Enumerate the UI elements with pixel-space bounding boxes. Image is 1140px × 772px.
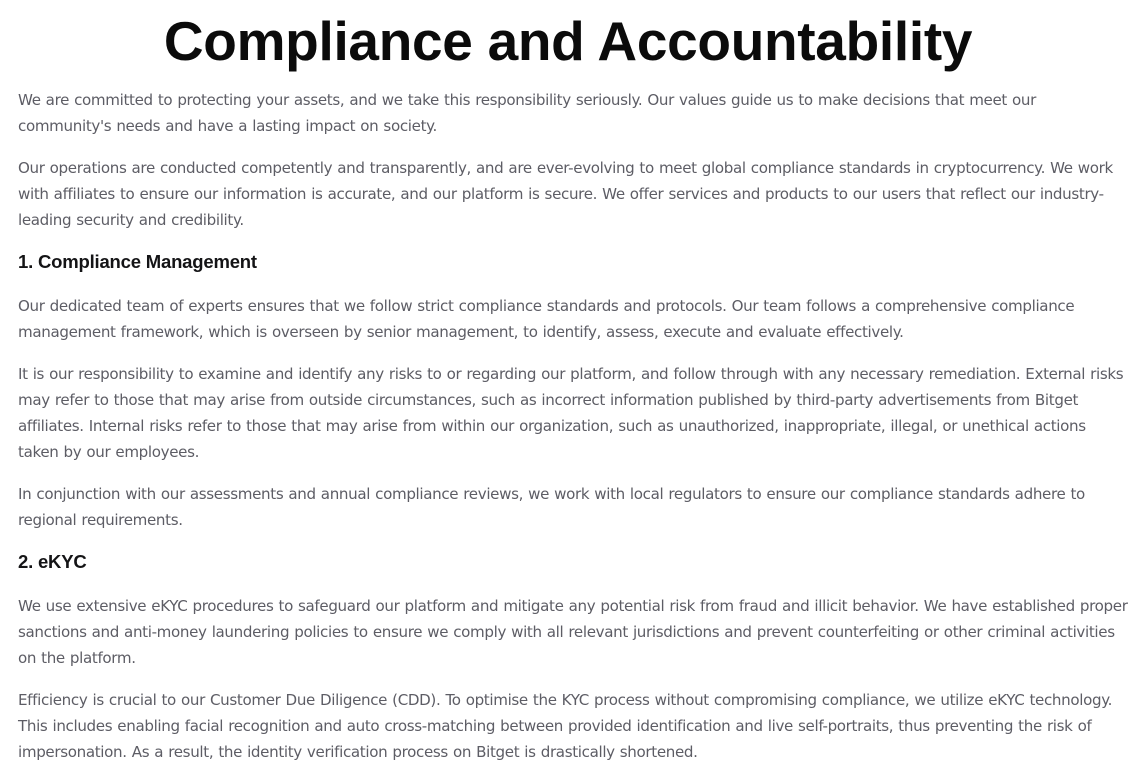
section-paragraph: We use extensive eKYC procedures to safeguard our platform and mitigate any potential risk from fraud and illicit behavior. We have established proper sanctions and anti-money laundering policies to ensure we comply with all relevant jurisdictions and prevent counterfeiting or other criminal activities on the platform. [18,597,1128,667]
section-heading-ekyc: 2. eKYC [18,551,87,572]
intro-paragraph: We are committed to protecting your assets, and we take this responsibility seriously. Our values guide us to make decisions that meet our community's needs and have a lasting impact on society. [18,91,1037,135]
section-paragraph: In conjunction with our assessments and annual compliance reviews, we work with local regulators to ensure our compliance standards adhere to regional requirements. [18,485,1085,529]
section-paragraph: It is our responsibility to examine and identify any risks to or regarding our platform, and follow through with any necessary remediation. External risks may refer to those that may arise from outside circumstances, such as incorrect information published by third-party advertisements from Bitget affiliates. Internal risks refer to those that may arise from within our organization, such as unauthorized, inappropriate, illegal, or unethical actions taken by our employees. [18,365,1124,461]
page-title: Compliance and Accountability [163,10,973,72]
intro-paragraph: Our operations are conducted competently and transparently, and are ever-evolving to meet global compliance standards in cryptocurrency. We work with affiliates to ensure our information is accurate, and our platform is secure. We offer services and products to our users that reflect our industry-leading security and credibility. [18,159,1113,229]
section-paragraph: Our dedicated team of experts ensures that we follow strict compliance standards and protocols. Our team follows a comprehensive compliance management framework, which is overseen by senior management, to identify, assess, execute and evaluate effectively. [18,297,1075,341]
section-heading-compliance-management: 1. Compliance Management [18,251,257,272]
section-paragraph: Efficiency is crucial to our Customer Due Diligence (CDD). To optimise the KYC process without compromising compliance, we utilize eKYC technology. This includes enabling facial recognition and auto cross-matching between provided identification and live self-portraits, thus preventing the risk of impersonation. As a result, the identity verification process on Bitget is drastically shortened. [18,691,1113,761]
